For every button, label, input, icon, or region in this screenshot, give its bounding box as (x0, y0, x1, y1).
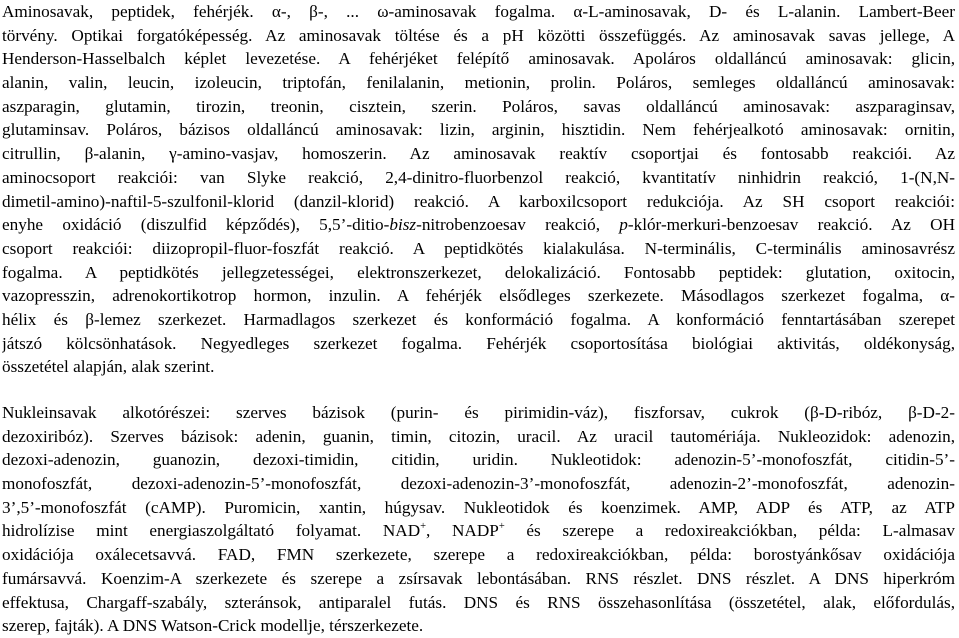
text-line: hélix és β-lemez szerkezet. Harmadlagos szerkezet és konformáció fogalma. A konformáció fenntartásában szerepet (2, 309, 955, 329)
text-line (2, 519, 955, 543)
text-line: fumársavvá. Koenzim-A szerkezete és szerepe a zsírsavak lebontásában. RNS részlet. DNS részlet. A DNS hiperkróm (2, 568, 955, 588)
text-line: citrullin, β-alanin, γ-amino-vasjav, homoszerin. Az aminosavak reaktív csoportjai és fontosabb reakciói. Az (2, 144, 955, 164)
paragraph-nucleic-acids (2, 401, 955, 638)
text-run: , NADP (426, 521, 499, 541)
text-line: effektusa, Chargaff-szabály, szteránsok, antiparalel futás. DNS és RNS összehasonlítása (összetétel, alak, előfordulás, (2, 592, 955, 612)
text-line: csoport reakciói: diizopropil-fluor-foszfát reakció. A peptidkötés kialakulása. N-terminális, C-terminális aminosavrész (2, 238, 955, 258)
text-line: aminocsoport reakciói: van Slyke reakció, 2,4-dinitro-fluorbenzol reakció, kvantitatív ninhidrin reakció, 1-(N,N- (2, 167, 955, 187)
text-line: vazopresszin, adrenokortikotrop hormon, inzulin. A fehérjék elsődleges szerkezete. Másodlagos szerkezet fogalma, α- (2, 286, 955, 306)
text-line (2, 213, 955, 237)
text-line: játszó kölcsönhatások. Negyedleges szerkezet fogalma. Fehérjék csoportosítása biológiai aktivitás, oldékonyság, (2, 333, 955, 353)
text-line: összetétel alapján, alak szerint. (2, 357, 215, 377)
text-run: -nitrobenzoesav reakció, (416, 215, 620, 235)
text-run: + (498, 520, 505, 532)
text-line: alanin, valin, leucin, izoleucin, triptofán, fenilalanin, metionin, prolin. Poláros, semleges oldalláncú aminosavak: (2, 73, 955, 93)
text-run: -klór-merkuri-benzoesav reakció. Az OH (627, 215, 955, 235)
text-line: monofoszfát, dezoxi-adenozin-5’-monofoszfát, dezoxi-adenozin-3’-monofoszfát, adenozin-2’-monofoszfát, adenozin- (2, 474, 955, 494)
text-line: glutaminsav. Poláros, bázisos oldalláncú aminosavak: lizin, arginin, hisztidin. Nem fehérjealkotó aminosavak: ornitin, (2, 120, 955, 140)
text-line: aszparagin, glutamin, tirozin, treonin, cisztein, szerin. Poláros, savas oldalláncú aminosavak: aszparaginsav, (2, 96, 955, 116)
text-line: dezoxi-adenozin, guanozin, dezoxi-timidin, citidin, uridin. Nukleotidok: adenozin-5’-monofoszfát, citidin-5’- (2, 450, 955, 470)
text-line: törvény. Optikai forgatóképesség. Az aminosavak töltése és a pH közötti összefüggés. Az aminosavak savas jellege, A (2, 25, 955, 45)
text-line: dimetil-amino)-naftil-5-szulfonil-klorid (danzil-klorid) reakció. A karboxilcsoport redukciója. Az SH csoport reakciói: (2, 191, 955, 211)
text-line: 3’,5’-monofoszfát (cAMP). Puromicin, xantin, húgysav. Nukleotidok és koenzimek. AMP, ADP és ATP, az ATP (2, 497, 955, 517)
text-line: Henderson-Hasselbalch képlet levezetése. A fehérjéket felépítő aminosavak. Apoláros oldalláncú aminosavak: glicin, (2, 49, 955, 69)
text-line: szerep, fajták). A DNS Watson-Crick modellje, térszerkezete. (2, 616, 424, 636)
paragraph-amino-acids-proteins (2, 0, 955, 379)
text-line: Nukleinsavak alkotórészei: szerves bázisok (purin- és pirimidin-váz), fiszforsav, cukrok (β-D-ribóz, β-D-2- (2, 403, 955, 422)
text-run: p (619, 215, 628, 235)
text-run: + (420, 520, 427, 532)
text-run: enyhe oxidáció (diszulfid képződés), 5,5’-ditio- (2, 215, 390, 235)
text-line: Aminosavak, peptidek, fehérjék. α-, β-, ... ω-aminosavak fogalma. α-L-aminosavak, D- és L-alanin. Lambert-Beer (2, 2, 955, 21)
text-line: dezoxiribóz). Szerves bázisok: adenin, guanin, timin, citozin, uracil. Az uracil tautomériája. Nukleozidok: adenozin, (2, 426, 955, 446)
text-run: bisz (389, 215, 417, 235)
text-line: oxidációja oxálecetsavvá. FAD, FMN szerkezete, szerepe a redoxireakciókban, példa: borostyánkősav oxidációja (2, 545, 955, 565)
text-run: és szerepe a redoxireakciókban, példa: L-almasav (504, 521, 955, 541)
text-line: fogalma. A peptidkötés jellegzetességei, elektronszerkezet, delokalizáció. Fontosabb peptidek: glutation, oxitocin, (2, 262, 955, 282)
text-run: hidrolízise mint energiaszolgáltató folyamat. NAD (2, 521, 421, 541)
